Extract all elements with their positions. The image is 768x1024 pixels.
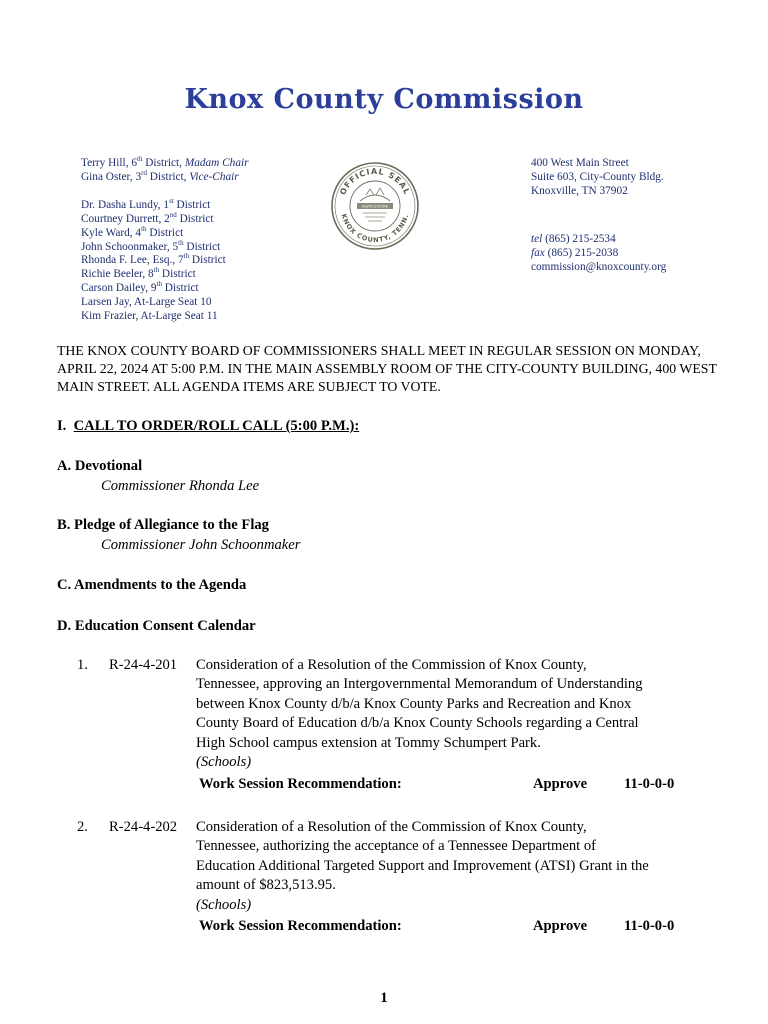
agenda-section-education-consent: D. Education Consent Calendar	[57, 618, 256, 634]
item-department: (Schools)	[196, 754, 252, 771]
member: Larsen Jay, At-Large Seat 10	[81, 296, 212, 309]
item-description: Consideration of a Resolution of the Commission of Knox County, Tennessee, approving an Intergovernmental Memorandum of Understanding between Knox County d/b/a Knox County Parks and Recreation and Knox County Board of Education d/b/a Knox County Schools regarding a Central High School campus extension at Tommy Schumpert Park. (Schools)	[196, 656, 716, 772]
item-number: 1.	[77, 657, 88, 673]
svg-text:OFFICIAL SEAL: OFFICIAL SEAL	[338, 166, 412, 197]
member: Kim Frazier, At-Large Seat 11	[81, 310, 218, 323]
agenda-section-amendments: C. Amendments to the Agenda	[57, 577, 247, 593]
recommendation-label: Work Session Recommendation:	[199, 776, 402, 792]
member: John Schoonmaker, 5th District	[81, 238, 221, 253]
page-title: Knox County Commission	[184, 84, 584, 115]
item-code: R-24-4-201	[109, 657, 178, 673]
agenda-item	[57, 818, 737, 938]
address-line: Knoxville, TN 37902	[531, 184, 628, 197]
member-chair: Terry Hill, 6th District, Madam Chair	[81, 155, 249, 169]
page-number: 1	[380, 990, 388, 1006]
contact-info	[531, 157, 666, 274]
recommendation-action: Approve	[533, 776, 588, 792]
commission-members	[81, 157, 249, 324]
member: Carson Dailey, 9th District	[81, 280, 199, 295]
recommendation-label: Work Session Recommendation:	[199, 918, 402, 934]
fax-number: fax (865) 215-2038	[531, 246, 619, 259]
item-department: (Schools)	[196, 896, 252, 913]
member: Kyle Ward, 4th District	[81, 224, 184, 239]
agenda-section-pledge: B. Pledge of Allegiance to the Flag	[57, 517, 269, 533]
recommendation-action: Approve	[533, 918, 588, 934]
phone-number: tel (865) 215-2534	[531, 232, 616, 245]
email-link[interactable]: commission@knoxcounty.org	[531, 260, 667, 273]
address-line: Suite 603, City-County Bldg.	[531, 170, 664, 183]
recommendation-vote: 11-0-0-0	[624, 918, 675, 934]
section-heading-call-to-order: I. CALL TO ORDER/ROLL CALL (5:00 P.M.):	[57, 418, 360, 434]
member: Rhonda F. Lee, Esq., 7th District	[81, 252, 226, 267]
svg-text:AGRICULTURE: AGRICULTURE	[361, 203, 389, 209]
meeting-notice: THE KNOX COUNTY BOARD OF COMMISSIONERS SHALL MEET IN REGULAR SESSION ON MONDAY, APRIL 22, 2024 AT 5:00 P.M. IN THE MAIN ASSEMBLY ROOM OF THE CITY-COUNTY BUILDING, 400 WEST MAIN STREET. ALL AGENDA ITEMS ARE SUBJECT TO VOTE.	[57, 343, 717, 395]
recommendation-vote: 11-0-0-0	[624, 776, 675, 792]
item-number: 2.	[77, 819, 88, 835]
official-seal-icon	[330, 161, 420, 251]
agenda-section-devotional: A. Devotional	[57, 458, 143, 474]
member: Courtney Durrett, 2nd District	[81, 210, 214, 225]
svg-text:KNOX COUNTY, TENN.: KNOX COUNTY, TENN.	[339, 212, 411, 245]
member: Richie Beeler, 8th District	[81, 266, 196, 281]
member: Dr. Dasha Lundy, 1st District	[81, 197, 211, 211]
item-description: Consideration of a Resolution of the Commission of Knox County, Tennessee, authorizing the acceptance of a Tennessee Department of Education Additional Targeted Support and Improvement (ATSI) Grant in the amount of $823,513.95. (Schools)	[196, 818, 716, 915]
member-vice-chair: Gina Oster, 3rd District, Vice-Chair	[81, 169, 239, 183]
agenda-item	[57, 656, 737, 796]
agenda-section-presenter: Commissioner John Schoonmaker	[101, 537, 301, 553]
agenda-section-presenter: Commissioner Rhonda Lee	[101, 478, 260, 494]
item-code: R-24-4-202	[109, 819, 178, 835]
address-line: 400 West Main Street	[531, 157, 629, 169]
